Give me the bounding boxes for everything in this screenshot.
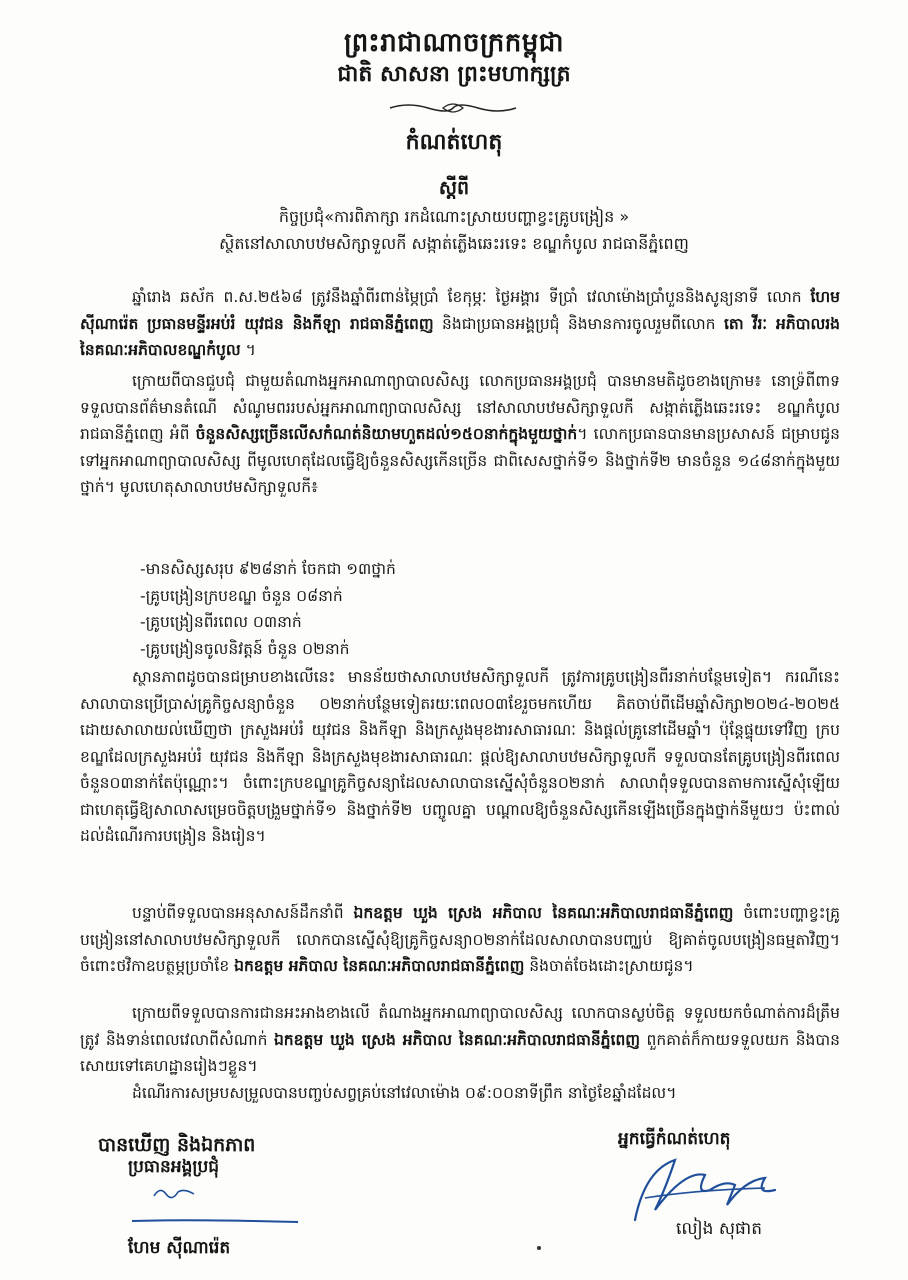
- list-item: -គ្រូបង្រៀនពីរពេល ០៣នាក់: [140, 613, 302, 631]
- meeting-text-a: ក្រោយពីបានជួបជុំ ជាមួយតំណាងអ្នកអាណាព្យាបាលសិស្ស លោកប្រធានអង្គប្រជុំ បានមានមតិដូចខាងក្រោម៖ នោទ្រ៉ពីពាទទទួលបានព័ត៌មានតំណើ សំណូមពររបស់អ្នកអាណាព្យាបាលសិស្ស នៅសាលាបឋមសិក្សាទួលកី សង្កាត់ភ្លើងឆេះរទេះ ខណ្ឌកំបូល រាជធានីភ្នំពេញ អំពី: [80, 372, 840, 443]
- overcrowding-statement: ចំនួនសិស្សច្រើនលើសកំណត់និយាមហួតដល់១៥០នាក់ក្នុងមួយថ្នាក់: [195, 425, 578, 443]
- resolution-text-a: ក្រោយពីទទួលបានការជានអះអាងខាងលើ តំណាងអ្នកអាណាព្យាបាលសិស្ស លោកបានស្ងប់ចិត្ត ទទួលយកចំណាត់ការដ៏ត្រឹមត្រូវ និងទាន់ពេលវេលាពីសំណាក់: [80, 1004, 840, 1049]
- instruction-text-e: និងចាត់ចែងដោះស្រាយជូន។: [524, 957, 694, 975]
- deputy-governor-name: តោ វីរៈ អភិបាលរង នៃគណៈអភិបាលខណ្ឌកំបូល: [80, 314, 840, 359]
- resolution-text-c: ពួកគាត់ក៏កាយទទួលយក និងបានសោយទៅគេហដ្ឋានរៀងៗខ្លួន។: [80, 1030, 840, 1075]
- subject-label: ស្តីពី: [438, 177, 470, 199]
- list-item: -មានសិស្សសរុប ៩២៨នាក់ ចែកជា ១៣ថ្នាក់: [140, 560, 396, 578]
- recorder-name: លៀង សុផាត: [676, 1219, 763, 1239]
- governor-name-2: ឯកឧត្តម ឃួង ស្រេង អភិបាល នៃគណៈអភិបាលរាជធានីភ្នំពេញ: [273, 1030, 641, 1049]
- approval-label: បានឃើញ និងឯកភាព: [98, 1134, 256, 1156]
- list-item: -គ្រូបង្រៀនចូលនិវត្តន៍ ចំនួន ០២នាក់: [140, 639, 350, 658]
- paragraph-opening: [80, 284, 840, 364]
- instruction-text-c: ចំពោះបញ្ហាខ្វះគ្រូបង្រៀននៅសាលាបឋមសិក្សាទួលកី លោកបានស្នើសុំឱ្យគ្រូកិច្ចសន្យា០២នាក់ដែលសាលាបានបញ្ឈប់ ឱ្យគាត់ចូលបង្រៀនធម្មតាវិញ។ ចំពោះថវិកាឧបត្ថម្ភប្រចាំខែ: [80, 904, 841, 975]
- governor-name: ឯកឧត្តម ឃួង ស្រេង អភិបាល នៃគណៈអភិបាលរាជធានីភ្នំពេញ: [353, 904, 734, 922]
- chair-role-label: ប្រធានអង្គប្រជុំ: [128, 1157, 220, 1177]
- subject-line-1: កិច្ចប្រជុំ«ការពិភាក្សា រកដំណោះស្រាយបញ្ហាខ្វះគ្រូបង្រៀន »: [278, 207, 630, 226]
- ornament-divider-icon: [388, 100, 518, 116]
- recorder-role-label: អ្នកធ្វើកំណត់ហេតុ: [618, 1129, 731, 1149]
- paragraph-resolution: [80, 1000, 840, 1106]
- signature-underline: [130, 1218, 300, 1224]
- stray-mark: [537, 1246, 541, 1250]
- paragraph-situation: [80, 664, 840, 850]
- instruction-text-a: បន្ទាប់ពីទទួលបានអនុសាសន៍ដឹកនាំពី: [132, 904, 354, 922]
- chair-name: ហែម ស៊ីណារ៉េត: [128, 1238, 231, 1258]
- chair-signature-icon: [150, 1182, 200, 1202]
- governor-title: ឯកឧត្តម អភិបាល នៃគណៈអភិបាលរាជធានីភ្នំពេញ: [234, 957, 525, 975]
- kingdom-heading: ព្រះរាជាណាចក្រកម្ពុជា: [344, 28, 564, 58]
- opening-text-a: ឆ្នាំរោង ឆស័ក ព.ស.២៥៦៨ ត្រូវនឹងឆ្នាំពីរពាន់ម្ភៃប្រាំ ខែកុម្ភៈ ថ្ងៃអង្គារ ទីប្រាំ វេលាម៉ោងប្រាំបួននិងសូន្យនាទី លោក: [132, 288, 811, 306]
- situation-text: ស្ថានភាពដូចបានជម្រាបខាងលើនេះ មានន័យថាសាលាបឋមសិក្សាទួលកី ត្រូវការគ្រូបង្រៀនពីរនាក់បន្ថែមទៀត។ ករណីនេះ សាលាបានប្រើប្រាស់គ្រូកិច្ចសន្យាចំនួន ០២នាក់បន្ថែមទៀតរយៈពេល០៣ខែរួចមកហើយ គិតចាប់ពីដើមឆ្នាំសិក្សា២០២៤-២០២៥ ដោយសាលាយល់ឃើញថា ក្រសួងអប់រំ យុវជន និងកីឡា និងក្រសួងមុខងារសាធារណៈ និងផ្តល់គ្រូនៅដើមឆ្នាំ។ ប៉ុន្តែផ្ទុយទៅវិញ ក្របខណ្ឌដែលក្រសួងអប់រំ យុវជន និងកីឡា និងក្រសួងមុខងារសាធារណៈ ផ្តល់ឱ្យសាលាបឋមសិក្សាទួលកី ទទួលបានតែគ្រូបង្រៀនពីរពេល ចំនួន០៣នាក់តែប៉ុណ្ណោះ។ ចំពោះក្របខណ្ឌគ្រូកិច្ចសន្យាដែលសាលាបានស្នើសុំចំនួន០២នាក់ សាលាពុំទទួលបានតាមការស្នើសុំឡើយ ជាហេតុធ្វើឱ្យសាលាសម្រេចចិត្តបង្រួមថ្នាក់ទី១ និងថ្នាក់ទី២ បញ្ចូលគ្នា បណ្តាលឱ្យចំនួនសិស្សកើនឡើងច្រើនក្នុងថ្នាក់នីមួយៗ ប៉ះពាល់ដល់ដំណើរការបង្រៀន និងរៀន។: [80, 668, 840, 845]
- opening-text-e: ។: [240, 341, 256, 359]
- staffing-list: [80, 556, 840, 662]
- paragraph-meeting: [80, 368, 840, 501]
- paragraph-instruction: [80, 900, 840, 980]
- document-title: កំណត់ហេតុ: [405, 130, 503, 155]
- list-item: -គ្រូបង្រៀនក្របខណ្ឌ ចំនួន ០៨នាក់: [140, 586, 343, 605]
- national-motto: ជាតិ សាសនា ព្រះមហាក្សត្រ: [337, 62, 571, 87]
- opening-text-c: និងជាប្រធានអង្គប្រជុំ និងមានការចូលរួមពីលោក: [433, 314, 724, 333]
- meeting-text-c: ។ លោកប្រធានបានមានប្រសាសន៍ ជម្រាបជូនទៅអ្នកអាណាព្យាបាលសិស្ស ពីមូលហេតុដែលធ្វើឱ្យចំនួនសិស្សកើនច្រើន ជាពិសេសថ្នាក់ទី១ និងថ្នាក់ទី២ មានចំនួន ១៤៨នាក់ក្នុងមួយថ្នាក់។ មូលហេតុសាលាបឋមសិក្សាទួលកី៖: [80, 425, 840, 496]
- closing-text: ដំណើរការសម្របសម្រួលបានបញ្ចប់សព្វគ្រប់នៅវេលាម៉ោង ០៩:០០នាទីព្រឹក នាថ្ងៃខែឆ្នាំដដែល។: [132, 1083, 677, 1102]
- chairperson-name: ហែម ស៊ីណារ៉េត ប្រធានមន្ទីរអប់រំ យុវជន និងកីឡា រាជធានីភ្នំពេញ: [80, 288, 840, 333]
- subject-line-2: ស្ថិតនៅសាលាបឋមសិក្សាទួលកី សង្កាត់ភ្លើងឆេះរទេះ ខណ្ឌកំបូល រាជធានីភ្នំពេញ: [219, 234, 689, 253]
